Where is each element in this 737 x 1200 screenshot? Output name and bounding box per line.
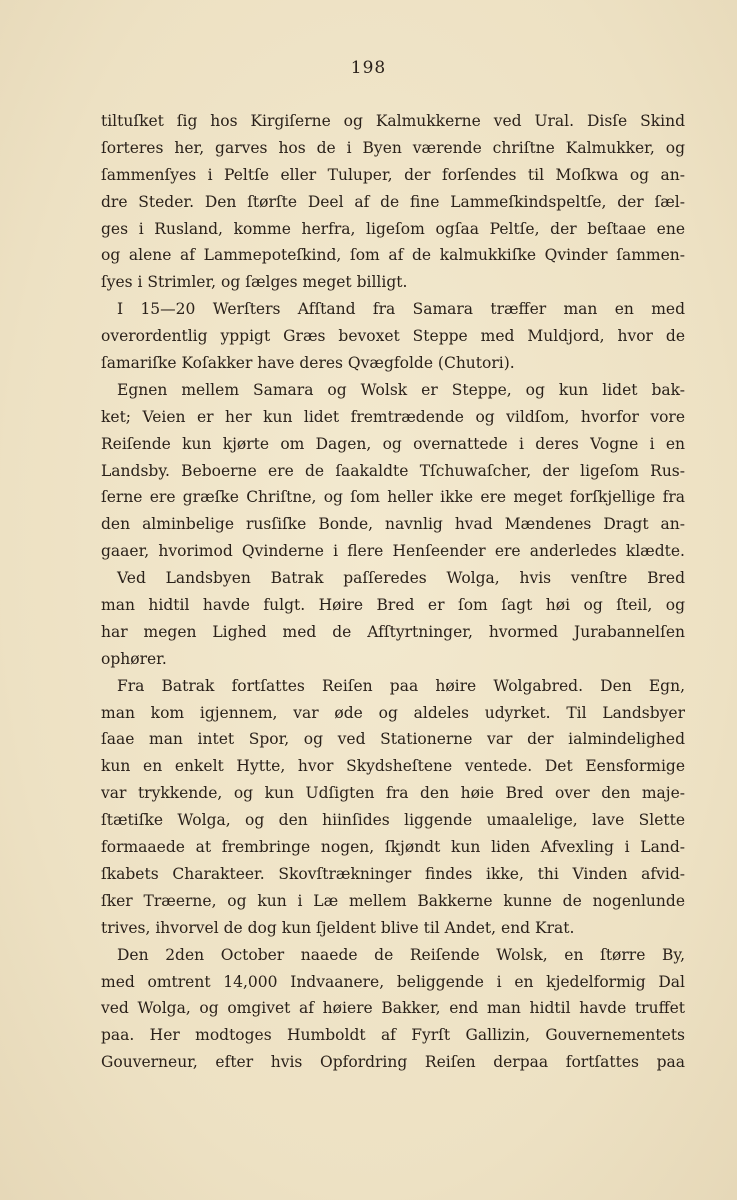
text-line: gaaer, hvorimod Qvinderne i flere Henſeender ere anderledes klædte. (101, 542, 685, 561)
text-line: Gouverneur, efter hvis Opfordring Reiſen derpaa fortſattes paa (101, 1053, 685, 1072)
text-line: tiltuſket ſig hos Kirgiſerne og Kalmukkerne ved Ural. Disſe Skind (101, 112, 685, 130)
text-line: ſammenſyes i Peltſe eller Tuluper, der forſendes til Moſkwa og an- (101, 165, 685, 184)
text-line: ſtætiſke Wolga, og den hiinſides liggende umaalelige, lave Slette (101, 811, 685, 830)
text-line: Ved Landsbyen Batrak paſſeredes Wolga, hvis venſtre Bred (117, 569, 685, 588)
text-line: og alene af Lammepoteſkind, ſom af de kalmukkiſke Qvinder ſammen- (101, 246, 685, 265)
text-line: formaaede at frembringe nogen, ſkjøndt kun liden Afvexling i Land- (101, 838, 685, 857)
text-line: trives, ihvorvel de dog kun ſjeldent blive til Andet, end Krat. (101, 918, 575, 937)
text-line: man hidtil havde fulgt. Høire Bred er ſom ſagt høi og ſteil, og (101, 596, 685, 615)
text-line: med omtrent 14,000 Indvaanere, beliggende i en kjedelformig Dal (101, 972, 685, 991)
text-line: I 15—20 Werſters Afſtand fra Samara træffer man en med (117, 300, 685, 319)
text-line: Den 2den October naaede de Reiſende Wolsk, en ſtørre By, (117, 945, 685, 964)
text-line: ges i Rusland, komme herfra, ligeſom ogſaa Peltſe, der beſtaae ene (101, 219, 685, 238)
page-number: 198 (350, 58, 387, 78)
text-line: ſaae man intet Spor, og ved Stationerne var der ialmindelighed (101, 730, 685, 749)
text-line: overordentlig yppigt Græs bevoxet Steppe med Muldjord, hvor de (101, 327, 685, 346)
text-line: ved Wolga, og omgivet af høiere Bakker, end man hidtil havde truffet (101, 999, 685, 1018)
text-line: man kom igjennem, var øde og aldeles udyrket. Til Landsbyer (101, 703, 685, 722)
text-line: ſorteres her, garves hos de i Byen værende chriſtne Kalmukker, og (101, 138, 685, 157)
text-line: ophører. (101, 649, 167, 668)
text-line: Reiſende kun kjørte om Dagen, og overnattede i deres Vogne i en (101, 434, 685, 453)
text-line: Landsby. Beboerne ere de ſaakaldte Tſchuwaſcher, der ligeſom Rus- (101, 461, 685, 480)
text-line: dre Steder. Den ſtørſte Deel af de fine Lammeſkindspeltſe, der ſæl- (101, 192, 685, 211)
body-text (101, 108, 685, 1076)
text-line: ſerne ere græſke Chriſtne, og ſom heller ikke ere meget forſkjellige fra (101, 488, 685, 507)
text-line: ket; Veien er her kun lidet fremtrædende og vildſom, hvorfor vore (101, 407, 685, 426)
text-line: ſkabets Charakteer. Skovſtrækninger findes ikke, thi Vinden afvid- (101, 864, 685, 883)
text-line: Fra Batrak fortſattes Reiſen paa høire Wolgabred. Den Egn, (117, 676, 685, 695)
text-line: paa. Her modtoges Humboldt af Fyrſt Gallizin, Gouvernementets (101, 1026, 685, 1045)
text-line: ſyes i Strimler, og ſælges meget billigt. (101, 273, 408, 292)
text-line: kun en enkelt Hytte, hvor Skydsheſtene ventede. Det Eensformige (101, 757, 685, 776)
text-line: ſamariſke Koſakker have deres Qvægfolde (Chutori). (101, 354, 515, 373)
text-line: den alminbelige rusſiſke Bonde, navnlig hvad Mændenes Dragt an- (101, 515, 685, 534)
text-line: ſker Træerne, og kun i Læ mellem Bakkerne kunne de nogenlunde (101, 891, 685, 910)
text-line: har megen Lighed med de Afſtyrtninger, hvormed Jurabannelſen (101, 622, 685, 641)
text-line: Egnen mellem Samara og Wolsk er Steppe, og kun lidet bak- (117, 380, 685, 399)
text-line: var trykkende, og kun Udſigten fra den høie Bred over den maje- (101, 784, 685, 803)
